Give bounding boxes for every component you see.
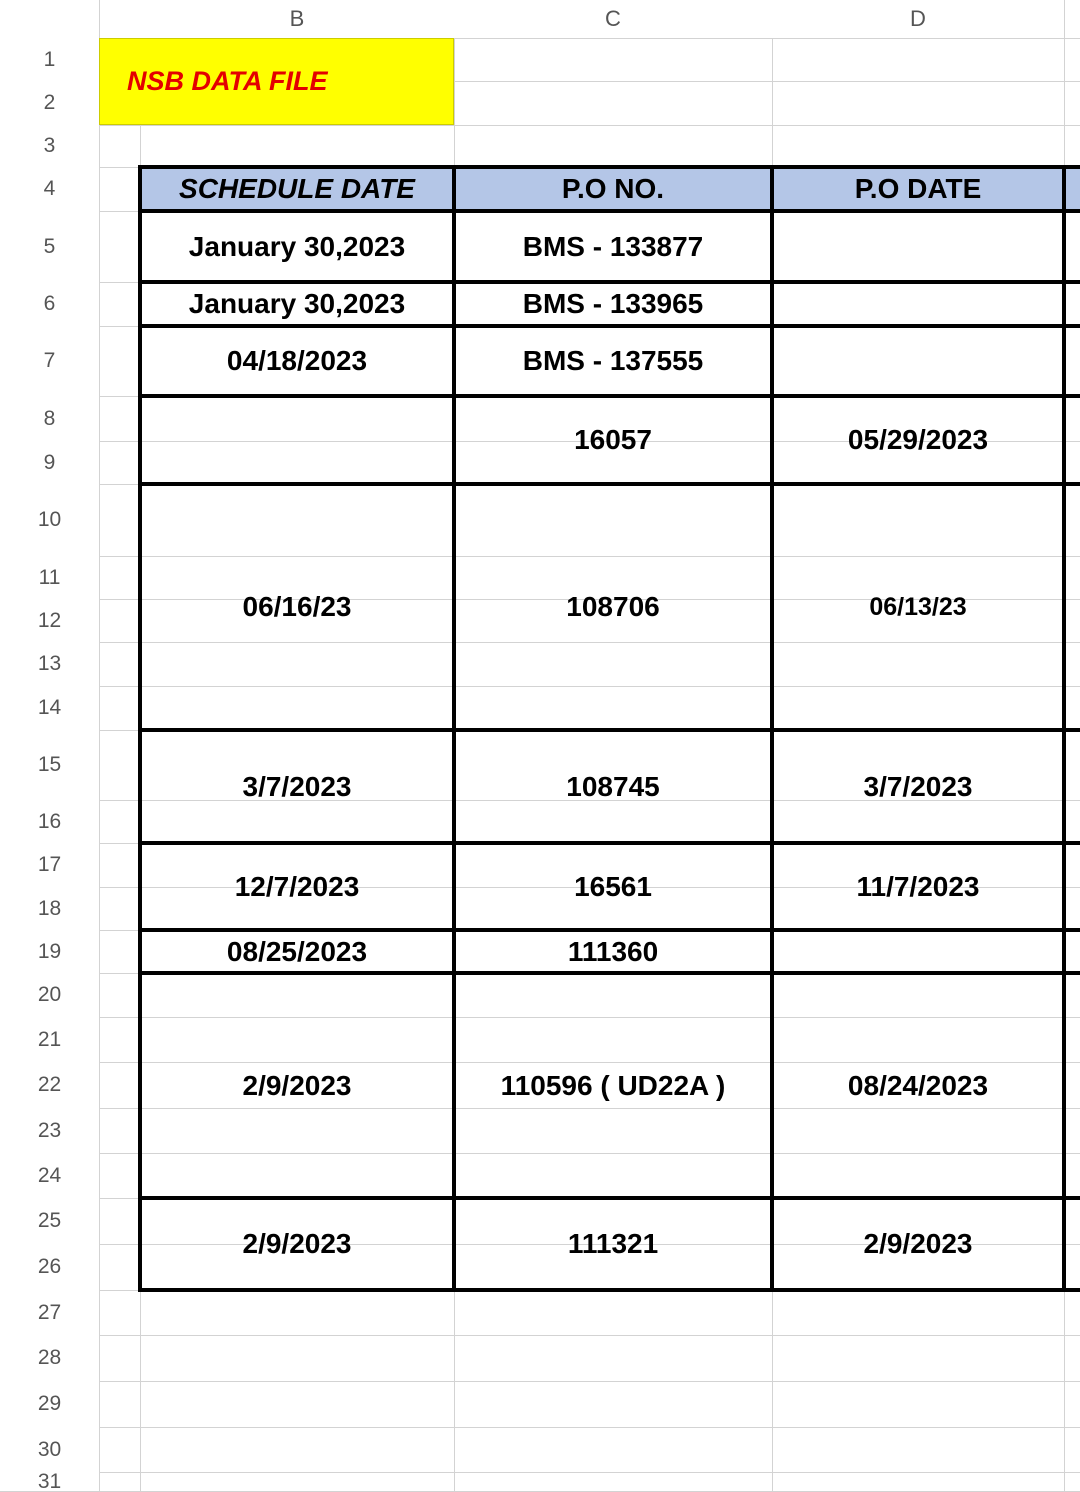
row-header-5[interactable]: 5: [0, 211, 99, 282]
row-header-11[interactable]: 11: [0, 556, 99, 599]
column-header-b[interactable]: B: [140, 0, 454, 38]
table-cell[interactable]: 3/7/2023: [242, 770, 352, 802]
row-header-31[interactable]: 31: [0, 1472, 99, 1491]
table-cell[interactable]: 04/18/2023: [226, 345, 368, 376]
row-header-17[interactable]: 17: [0, 843, 99, 887]
table-border-v: [452, 165, 456, 1292]
row-header-9[interactable]: 9: [0, 441, 99, 484]
table-border-h: [138, 280, 1080, 284]
row-header-1[interactable]: 1: [0, 38, 99, 81]
table-border-v: [138, 165, 142, 1292]
table-cell[interactable]: 3/7/2023: [863, 770, 973, 802]
title-cell[interactable]: NSB DATA FILE: [99, 38, 454, 125]
gridline-horizontal: [0, 125, 1080, 126]
row-header-18[interactable]: 18: [0, 887, 99, 930]
row-header-25[interactable]: 25: [0, 1198, 99, 1244]
table-cell[interactable]: 2/9/2023: [863, 1228, 973, 1259]
table-cell[interactable]: BMS - 133877: [522, 230, 704, 262]
table-cell[interactable]: 06/13/23: [869, 592, 967, 621]
gridline-horizontal: [0, 1335, 1080, 1336]
column-title-overflow: [1064, 167, 1080, 211]
table-border-v: [1062, 165, 1066, 1292]
column-title-3[interactable]: P.O DATE: [772, 167, 1064, 211]
row-header-10[interactable]: 10: [0, 484, 99, 556]
table-cell[interactable]: [772, 282, 1064, 326]
table-border-h: [138, 324, 1080, 328]
table-cell[interactable]: [772, 930, 1064, 973]
table-cell[interactable]: 2/9/2023: [242, 1228, 352, 1259]
row-header-8[interactable]: 8: [0, 396, 99, 441]
row-header-24[interactable]: 24: [0, 1153, 99, 1198]
row-header-6[interactable]: 6: [0, 282, 99, 326]
table-border-h: [138, 971, 1080, 975]
row-header-15[interactable]: 15: [0, 730, 99, 800]
table-cell[interactable]: 06/16/23: [242, 591, 352, 622]
table-border-h: [138, 1288, 1080, 1292]
table-border-h: [138, 1196, 1080, 1200]
table-border-v: [770, 165, 774, 1292]
table-cell[interactable]: [772, 326, 1064, 396]
table-cell[interactable]: 08/24/2023: [847, 1069, 989, 1101]
row-header-26[interactable]: 26: [0, 1244, 99, 1290]
row-header-3[interactable]: 3: [0, 125, 99, 167]
row-header-23[interactable]: 23: [0, 1108, 99, 1153]
table-cell[interactable]: [140, 396, 454, 484]
table-cell[interactable]: 110596 ( UD22A ): [500, 1069, 726, 1101]
table-cell[interactable]: January 30,2023: [188, 288, 406, 319]
table-border-h: [138, 209, 1080, 213]
row-header-27[interactable]: 27: [0, 1290, 99, 1335]
table-border-h: [138, 165, 1080, 169]
row-header-4[interactable]: 4: [0, 167, 99, 211]
table-border-h: [138, 482, 1080, 486]
table-cell[interactable]: 16057: [574, 424, 652, 455]
table-cell[interactable]: 108745: [566, 770, 660, 802]
table-border-h: [138, 841, 1080, 845]
table-cell[interactable]: BMS - 133965: [522, 288, 704, 319]
table-cell[interactable]: [772, 211, 1064, 282]
table-cell[interactable]: 08/25/2023: [226, 935, 368, 967]
table-cell[interactable]: 111360: [567, 935, 659, 967]
row-header-7[interactable]: 7: [0, 326, 99, 396]
table-border-h: [138, 928, 1080, 932]
table-cell[interactable]: 108706: [566, 591, 660, 622]
row-header-22[interactable]: 22: [0, 1062, 99, 1108]
column-header-c[interactable]: C: [454, 0, 772, 38]
row-header-21[interactable]: 21: [0, 1017, 99, 1062]
column-title-1[interactable]: SCHEDULE DATE: [140, 167, 454, 211]
table-border-h: [138, 728, 1080, 732]
row-header-28[interactable]: 28: [0, 1335, 99, 1381]
gridline-vertical: [99, 0, 100, 1491]
gridline-horizontal: [0, 1472, 1080, 1473]
row-header-14[interactable]: 14: [0, 686, 99, 730]
table-border-h: [138, 394, 1080, 398]
table-cell[interactable]: BMS - 137555: [522, 345, 704, 376]
row-header-19[interactable]: 19: [0, 930, 99, 973]
row-header-13[interactable]: 13: [0, 642, 99, 686]
row-header-30[interactable]: 30: [0, 1427, 99, 1472]
column-title-2[interactable]: P.O NO.: [454, 167, 772, 211]
table-cell[interactable]: 2/9/2023: [242, 1069, 352, 1101]
table-cell[interactable]: January 30,2023: [188, 230, 406, 262]
table-cell[interactable]: 11/7/2023: [856, 870, 980, 902]
row-header-16[interactable]: 16: [0, 800, 99, 843]
row-header-20[interactable]: 20: [0, 973, 99, 1017]
row-header-12[interactable]: 12: [0, 599, 99, 642]
table-cell[interactable]: 111321: [567, 1228, 659, 1259]
row-header-29[interactable]: 29: [0, 1381, 99, 1427]
table-cell[interactable]: 16561: [574, 870, 652, 902]
table-cell[interactable]: 05/29/2023: [847, 424, 989, 455]
column-header-d[interactable]: D: [772, 0, 1064, 38]
table-cell[interactable]: 12/7/2023: [234, 870, 360, 902]
row-header-2[interactable]: 2: [0, 81, 99, 125]
gridline-horizontal: [0, 1427, 1080, 1428]
gridline-horizontal: [0, 1381, 1080, 1382]
